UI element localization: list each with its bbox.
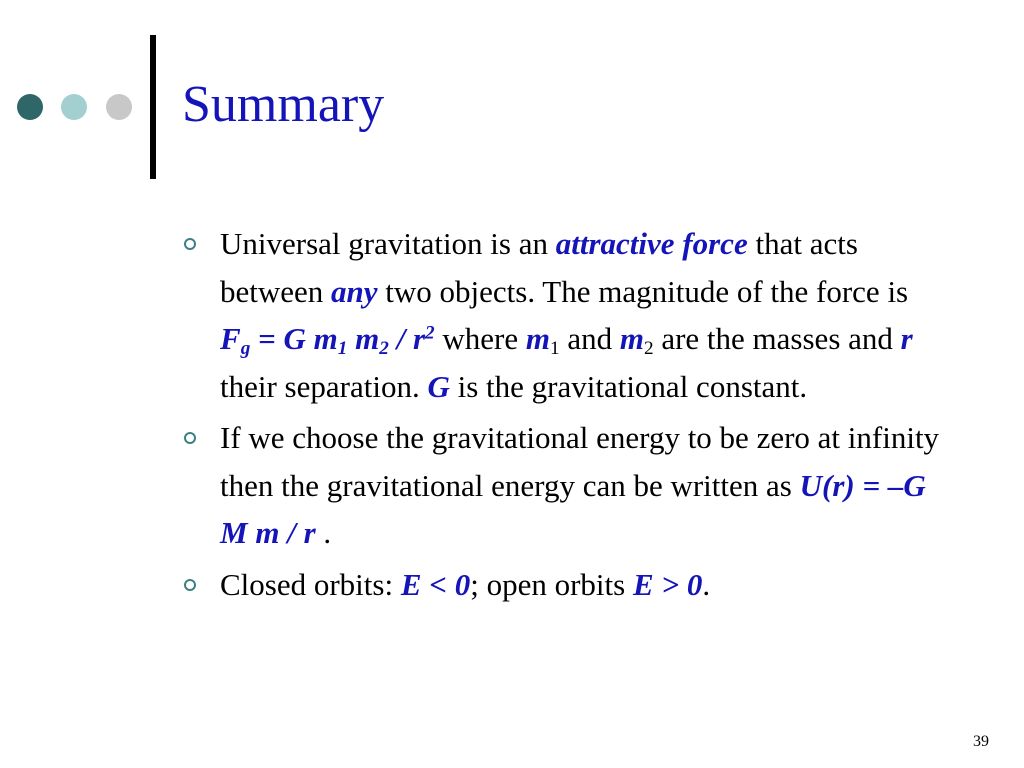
bullet-text-segment: is the gravitational constant.: [449, 368, 808, 404]
bullet-marker-icon: [184, 432, 196, 444]
bullet-text-segment: 0: [686, 566, 703, 602]
bullet-text-segment: and: [559, 321, 620, 356]
bullet-text-segment: are the masses and: [653, 321, 901, 356]
bullet-text-segment: F: [220, 321, 241, 356]
bullet-text-segment: <: [421, 566, 455, 602]
bullet-text-segment: Universal gravitation is an: [220, 226, 556, 261]
dot-light: [61, 94, 87, 120]
bullet-text-segment: any: [331, 273, 378, 309]
bullet-text-segment: G: [427, 368, 450, 404]
bullet-text: [220, 567, 710, 602]
bullet-text: [220, 420, 939, 550]
bullet-text-segment: 2: [643, 337, 654, 359]
bullet-text-segment: 0: [454, 566, 471, 602]
dot-gray: [106, 94, 132, 120]
bullet-text-segment: r: [832, 467, 845, 503]
bullet-text-segment: their separation.: [220, 368, 428, 404]
bullet-text-segment: If we choose the gravitational energy to be zero at infinity then the gravitational energy can be written as: [220, 420, 940, 503]
bullet-text-segment: where: [434, 321, 526, 356]
bullet-text-segment: g: [240, 337, 251, 359]
bullet-text-segment: E: [632, 566, 654, 602]
dot-dark: [17, 94, 43, 120]
bullet-text-segment: /: [279, 515, 304, 550]
slide-title: Summary: [182, 76, 385, 133]
bullet-item: [182, 561, 942, 609]
bullet-text-segment: Closed orbits:: [220, 566, 401, 602]
bullet-text-segment: 1: [337, 337, 348, 359]
bullet-marker-icon: [184, 238, 196, 250]
slide-number: 39: [973, 733, 989, 750]
bullet-text-segment: m: [619, 321, 644, 356]
bullet-text-segment: 2: [379, 337, 389, 359]
bullet-text-segment: r: [303, 515, 316, 550]
bullet-text-segment: ; open orbits: [470, 566, 633, 602]
bullet-text-segment: U: [799, 467, 822, 503]
bullet-text-segment: G m: [283, 321, 338, 356]
bullet-text-segment: r: [412, 321, 426, 356]
bullet-marker-icon: [184, 579, 196, 591]
bullet-text-segment: m: [525, 321, 550, 356]
bullet-text-segment: /: [388, 321, 413, 356]
bullet-text-segment: 2: [425, 322, 435, 344]
title-divider: [150, 35, 156, 179]
bullet-text-segment: E: [400, 566, 422, 602]
bullet-item: [182, 414, 942, 557]
bullet-text-segment: 1: [549, 337, 560, 359]
bullet-text-segment: that acts between: [220, 226, 858, 309]
bullet-text-segment: r: [900, 321, 913, 356]
bullet-text-segment: (: [822, 467, 833, 503]
bullet-text-segment: two objects. The magnitude of the force is: [377, 273, 909, 309]
bullet-text-segment: .: [315, 515, 332, 550]
bullet-text-segment: ) = –: [844, 467, 904, 503]
bullet-list: [182, 220, 942, 612]
bullet-text-segment: m: [347, 321, 380, 356]
bullet-item: [182, 220, 942, 410]
bullet-text-segment: G M m: [220, 467, 926, 550]
bullet-text: [220, 226, 913, 404]
bullet-text-segment: .: [702, 566, 711, 602]
bullet-text-segment: =: [250, 321, 284, 356]
bullet-text-segment: attractive force: [555, 226, 748, 261]
bullet-text-segment: >: [653, 566, 687, 602]
